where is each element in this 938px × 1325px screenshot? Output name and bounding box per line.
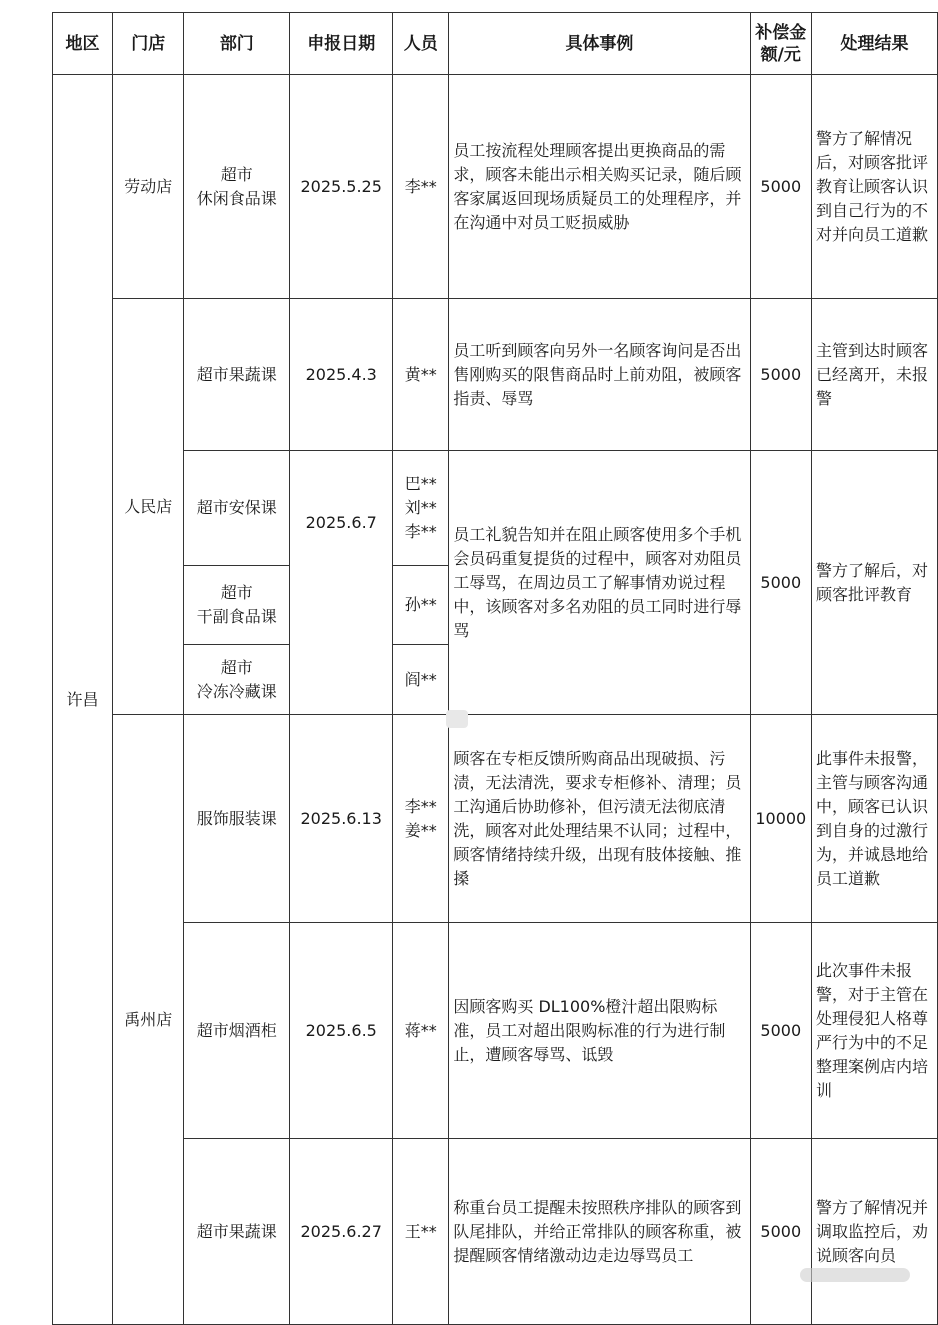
person-cell: 巴** 刘** 李** [393, 451, 449, 566]
date-cell: 2025.5.25 [290, 75, 393, 299]
region-cell: 许昌 [53, 75, 113, 1325]
result-cell: 主管到达时顾客已经离开，未报警 [812, 299, 938, 451]
result-cell: 此次事件未报警，对于主管在处理侵犯人格尊严行为中的不足整理案例店内培训 [812, 923, 938, 1139]
dept-cell: 超市 冷冻冷藏课 [184, 645, 290, 715]
header-region: 地区 [53, 13, 113, 75]
header-store: 门店 [112, 13, 183, 75]
result-cell: 警方了解情况并调取监控后，劝说顾客向员 [812, 1139, 938, 1325]
date-cell: 2025.4.3 [290, 299, 393, 451]
amount-cell: 5000 [750, 75, 812, 299]
detail-cell: 因顾客购买 DL100%橙汁超出限购标准，员工对超出限购标准的行为进行制止，遭顾客辱骂、诋毁 [449, 923, 750, 1139]
date-cell: 2025.6.7 [290, 451, 393, 715]
dept-cell: 服饰服装课 [184, 715, 290, 923]
person-cell: 孙** [393, 566, 449, 645]
header-amount: 补偿金 额/元 [750, 13, 812, 75]
amount-cell: 5000 [750, 1139, 812, 1325]
incident-table [52, 12, 938, 1325]
watermark-bar [800, 1268, 910, 1282]
amount-cell: 5000 [750, 923, 812, 1139]
dept-cell: 超市 干副食品课 [184, 566, 290, 645]
result-cell: 警方了解后，对顾客批评教育 [812, 451, 938, 715]
header-result: 处理结果 [812, 13, 938, 75]
header-person: 人员 [393, 13, 449, 75]
amount-cell: 10000 [750, 715, 812, 923]
dept-cell: 超市果蔬课 [184, 299, 290, 451]
watermark-mark [446, 710, 468, 728]
dept-cell: 超市烟酒柜 [184, 923, 290, 1139]
person-cell: 阎** [393, 645, 449, 715]
table-row [53, 715, 938, 923]
result-cell: 此事件未报警，主管与顾客沟通中，顾客已认识到自身的过激行为，并诚恳地给员工道歉 [812, 715, 938, 923]
detail-cell: 称重台员工提醒未按照秩序排队的顾客到队尾排队，并给正常排队的顾客称重，被提醒顾客情绪激动边走边辱骂员工 [449, 1139, 750, 1325]
store-cell: 劳动店 [112, 75, 183, 299]
dept-cell: 超市 休闲食品课 [184, 75, 290, 299]
table-row [53, 451, 938, 566]
person-cell: 黄** [393, 299, 449, 451]
header-date: 申报日期 [290, 13, 393, 75]
date-cell: 2025.6.5 [290, 923, 393, 1139]
store-cell: 人民店 [112, 299, 183, 715]
store-cell: 禹州店 [112, 715, 183, 1325]
table-header-row [53, 13, 938, 75]
person-cell: 蒋** [393, 923, 449, 1139]
detail-cell: 员工礼貌告知并在阻止顾客使用多个手机会员码重复提货的过程中，顾客对劝阻员工辱骂，在周边员工了解事情劝说过程中，该顾客对多名劝阻的员工同时进行辱骂 [449, 451, 750, 715]
result-cell: 警方了解情况后，对顾客批评教育让顾客认识到自己行为的不对并向员工道歉 [812, 75, 938, 299]
date-cell: 2025.6.27 [290, 1139, 393, 1325]
header-detail: 具体事例 [449, 13, 750, 75]
dept-cell: 超市果蔬课 [184, 1139, 290, 1325]
person-cell: 李** [393, 75, 449, 299]
table-row [53, 299, 938, 451]
person-cell: 李** 姜** [393, 715, 449, 923]
detail-cell: 员工按流程处理顾客提出更换商品的需求，顾客未能出示相关购买记录，随后顾客家属返回现场质疑员工的处理程序，并在沟通中对员工贬损威胁 [449, 75, 750, 299]
table-row [53, 1139, 938, 1325]
amount-cell: 5000 [750, 451, 812, 715]
detail-cell: 顾客在专柜反馈所购商品出现破损、污渍，无法清洗，要求专柜修补、清理；员工沟通后协助修补，但污渍无法彻底清洗，顾客对此处理结果不认同；过程中，顾客情绪持续升级，出现有肢体接触、推搡 [449, 715, 750, 923]
detail-cell: 员工听到顾客向另外一名顾客询问是否出售刚购买的限售商品时上前劝阻，被顾客指责、辱骂 [449, 299, 750, 451]
header-dept: 部门 [184, 13, 290, 75]
person-cell: 王** [393, 1139, 449, 1325]
dept-cell: 超市安保课 [184, 451, 290, 566]
date-cell: 2025.6.13 [290, 715, 393, 923]
table-row [53, 923, 938, 1139]
amount-cell: 5000 [750, 299, 812, 451]
table-row [53, 75, 938, 299]
